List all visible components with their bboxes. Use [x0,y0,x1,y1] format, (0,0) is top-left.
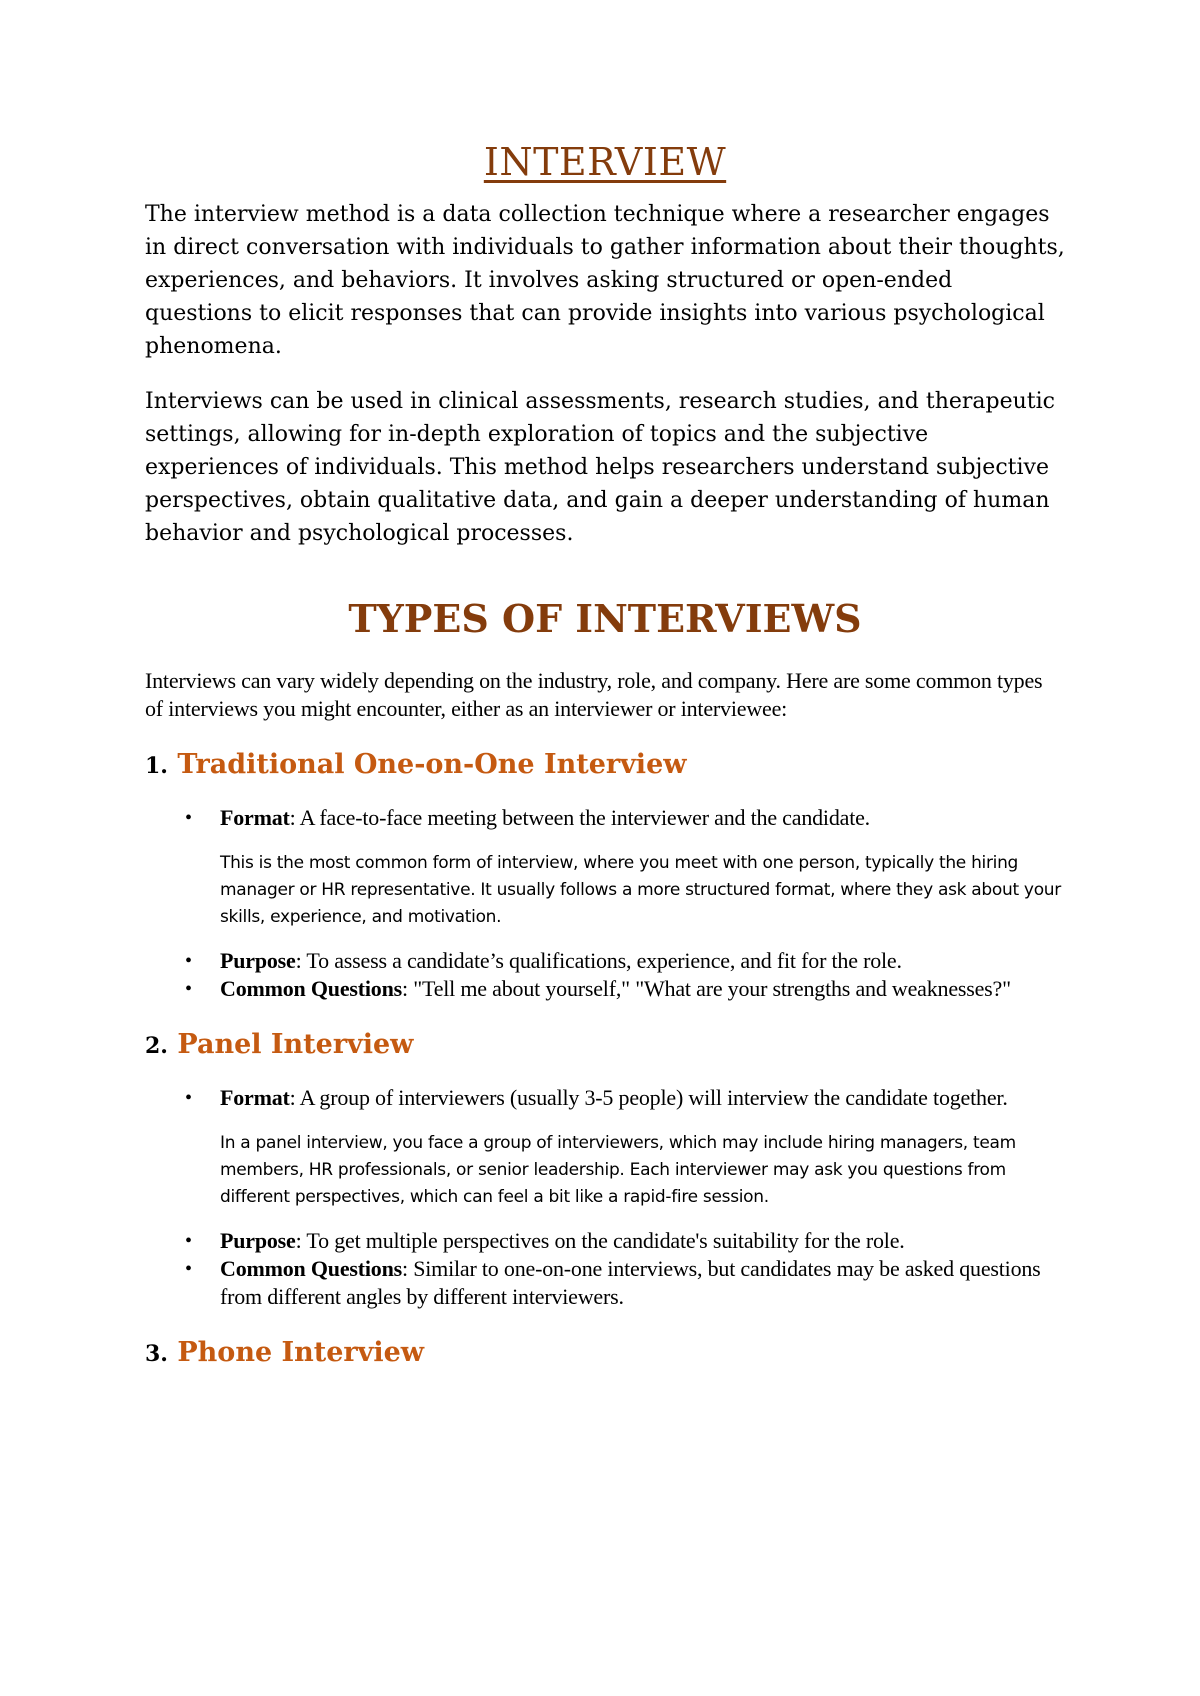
bullet-list [145,1227,1065,1311]
page-title: INTERVIEW [483,140,727,184]
list-item-purpose [145,947,1065,975]
section-traditional-interview [145,749,1065,1003]
purpose-label: Purpose [220,948,296,973]
list-item-common-questions [145,1255,1065,1311]
section-heading [145,1029,1065,1060]
bullet-list [145,1084,1065,1112]
bullet-icon: • [185,1087,192,1109]
section-panel-interview [145,1029,1065,1311]
list-item-format [145,804,1065,832]
section-phone-interview [145,1337,1065,1368]
list-item-common-questions [145,975,1065,1003]
questions-label: Common Questions [220,976,402,1001]
types-intro-paragraph: Interviews can vary widely depending on the industry, role, and company. Here are some common types of interviews you might encounter, either as an interviewer or interviewee: [145,668,1043,721]
format-text: : A group of interviewers (usually 3-5 people) will interview the candidate together. [289,1085,1008,1110]
types-title: TYPES OF INTERVIEWS [348,596,862,641]
section-heading [145,749,1065,780]
intro-paragraph-1: The interview method is a data collection technique where a researcher engages in direct conversation with individuals to gather information about their thoughts, experiences, and behaviors. It involves asking structured or open-ended questions to elicit responses that can provide insights into various psychological phenomena. [145,202,1065,359]
purpose-text: : To assess a candidate’s qualifications, experience, and fit for the role. [295,948,902,973]
bullet-icon: • [185,978,192,1000]
section-detail: In a panel interview, you face a group of interviewers, which may include hiring managers, team members, HR professionals, or senior leadership. Each interviewer may ask you questions from different perspectives, which can feel a bit like a rapid-fire session. [220,1133,1016,1207]
list-item-format [145,1084,1065,1112]
format-label: Format [220,1085,290,1110]
section-title: Phone Interview [177,1337,425,1368]
section-title: Traditional One-on-One Interview [177,749,687,780]
bullet-icon: • [185,1230,192,1252]
bullet-list [145,804,1065,832]
bullet-list [145,947,1065,1003]
purpose-text: : To get multiple perspectives on the candidate's suitability for the role. [295,1228,905,1253]
format-label: Format [220,805,290,830]
list-item-purpose [145,1227,1065,1255]
document-content [145,140,1065,1394]
section-detail: This is the most common form of interview, where you meet with one person, typically the hiring manager or HR representative. It usually follows a more structured format, where they ask about your skills, experience, and motivation. [220,853,1061,927]
questions-text: : "Tell me about yourself," "What are your strengths and weaknesses?" [402,976,1011,1001]
section-number: 2. [145,1033,168,1059]
purpose-label: Purpose [220,1228,296,1253]
intro-paragraph-2: Interviews can be used in clinical assessments, research studies, and therapeutic settings, allowing for in-depth exploration of topics and the subjective experiences of individuals. This method helps researchers understand subjective perspectives, obtain qualitative data, and gain a deeper understanding of human behavior and psychological processes. [145,389,1055,546]
questions-label: Common Questions [220,1256,402,1281]
format-text: : A face-to-face meeting between the interviewer and the candidate. [289,805,870,830]
bullet-icon: • [185,1258,192,1280]
bullet-icon: • [185,950,192,972]
bullet-icon: • [185,807,192,829]
section-heading [145,1337,1065,1368]
section-number: 3. [145,1341,168,1367]
section-number: 1. [145,753,168,779]
section-title: Panel Interview [177,1029,414,1060]
questions-text: : Similar to one-on-one interviews, but candidates may be asked questions from different angles by different interviewers. [220,1256,1041,1309]
